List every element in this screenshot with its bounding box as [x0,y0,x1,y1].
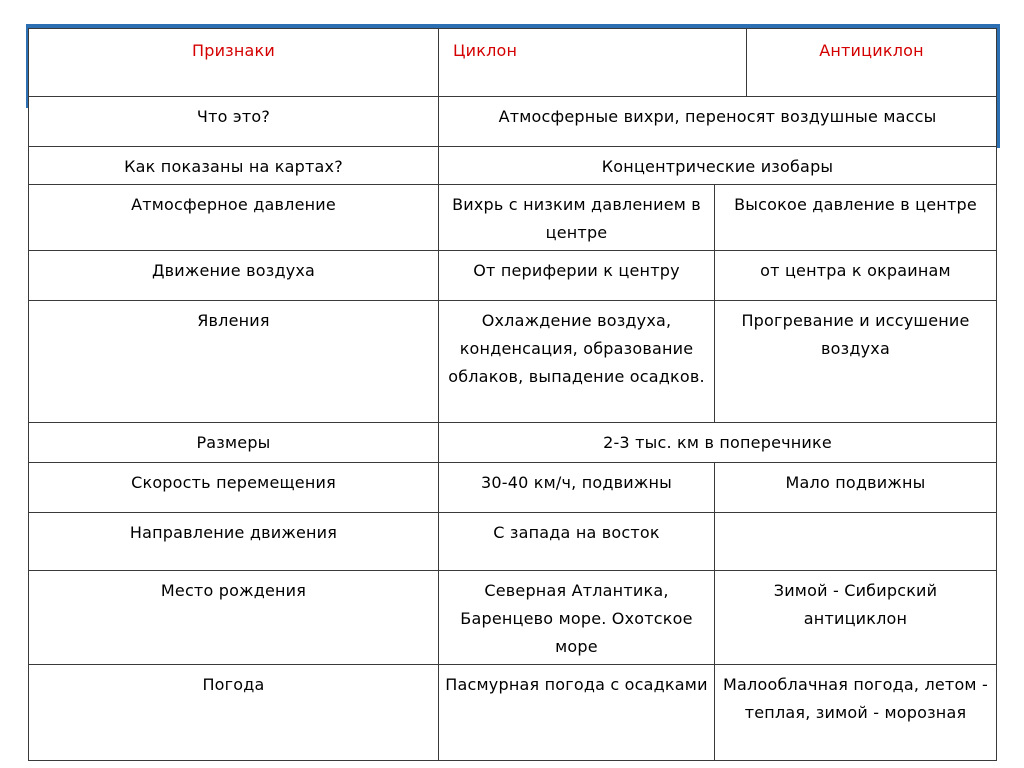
table-row [29,97,997,147]
row-cyclone-value: От периферии к центру [439,251,715,301]
row-merged-value: 2-3 тыс. км в поперечнике [439,423,997,463]
comparison-table [28,28,997,761]
row-feature: Атмосферное давление [29,185,439,251]
row-feature: Что это? [29,97,439,147]
row-anticyclone-value: Мало подвижны [715,463,997,513]
row-anticyclone-value: от центра к окраинам [715,251,997,301]
row-cyclone-value: С запада на восток [439,513,715,571]
table-row [29,571,997,665]
row-cyclone-value: Охлаждение воздуха, конденсация, образование облаков, выпадение осадков. [439,301,715,423]
row-feature: Явления [29,301,439,423]
row-feature: Скорость перемещения [29,463,439,513]
row-cyclone-value: 30-40 км/ч, подвижны [439,463,715,513]
table-row [29,147,997,185]
table-row [29,463,997,513]
row-feature: Движение воздуха [29,251,439,301]
row-anticyclone-value: Малооблачная погода, летом - теплая, зимой - морозная [715,665,997,761]
row-feature: Размеры [29,423,439,463]
row-cyclone-value: Северная Атлантика, Баренцево море. Охотское море [439,571,715,665]
row-anticyclone-value [715,513,997,571]
header-row [29,29,997,97]
row-merged-value: Атмосферные вихри, переносят воздушные массы [439,97,997,147]
header-feature: Признаки [29,29,439,97]
table-row [29,423,997,463]
row-anticyclone-value: Зимой - Сибирский антициклон [715,571,997,665]
table-row [29,665,997,761]
table-row [29,513,997,571]
row-merged-value: Концентрические изобары [439,147,997,185]
header-cyclone: Циклон [439,29,747,97]
table-row [29,251,997,301]
table-row [29,185,997,251]
row-feature: Направление движения [29,513,439,571]
row-cyclone-value: Пасмурная погода с осадками [439,665,715,761]
row-feature: Место рождения [29,571,439,665]
table-row [29,301,997,423]
row-anticyclone-value: Высокое давление в центре [715,185,997,251]
row-feature: Как показаны на картах? [29,147,439,185]
row-cyclone-value: Вихрь с низким давлением в центре [439,185,715,251]
header-anticyclone: Антициклон [747,29,997,97]
row-anticyclone-value: Прогревание и иссушение воздуха [715,301,997,423]
row-feature: Погода [29,665,439,761]
